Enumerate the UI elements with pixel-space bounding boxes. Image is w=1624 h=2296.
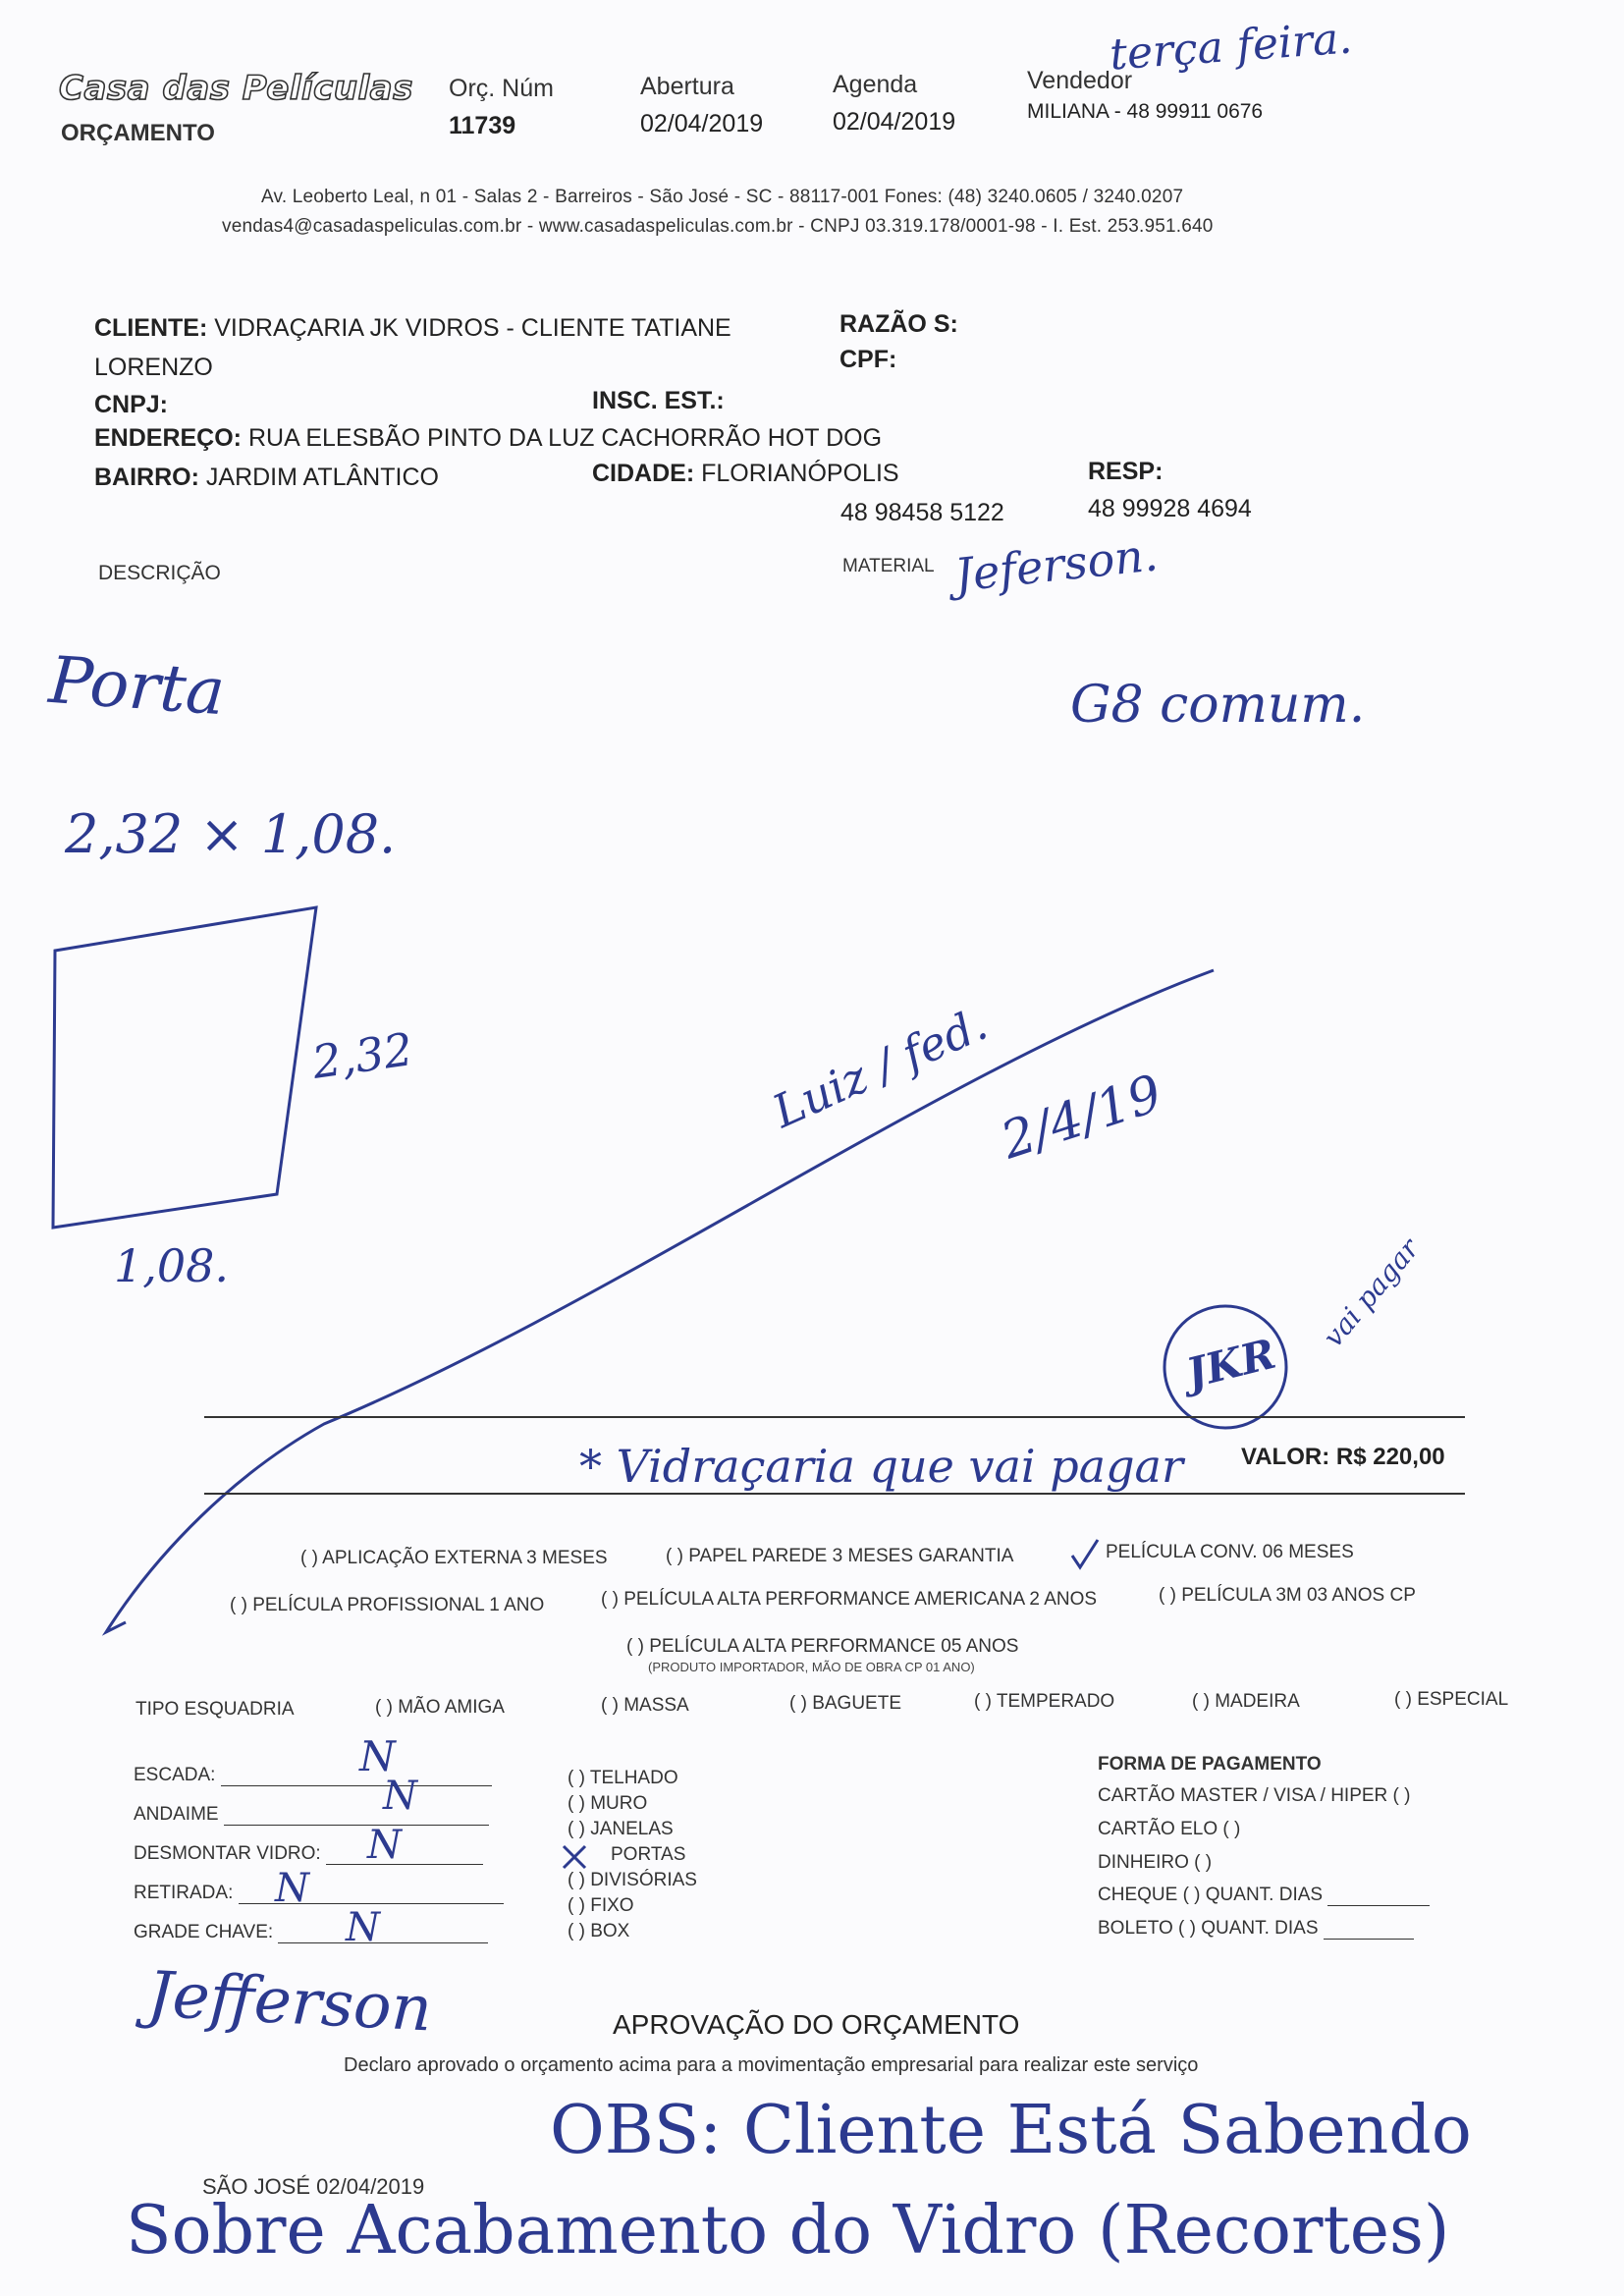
brand-logo: Casa das Películas: [59, 69, 413, 108]
orc-number: 11739: [449, 112, 516, 139]
esq-temperado[interactable]: ( ) TEMPERADO: [974, 1691, 1115, 1712]
svc-desmontar-line: [326, 1842, 483, 1865]
cliente-label: CLIENTE:: [94, 314, 208, 342]
svc-retirada-label: RETIRADA:: [134, 1883, 234, 1903]
obs-line-2: Sobre Acabamento do Vidro (Recortes): [126, 2192, 1450, 2269]
svc-escada: [134, 1764, 492, 1786]
pay-cheque-label: CHEQUE ( ) QUANT. DIAS: [1098, 1885, 1324, 1905]
obs-line-1: OBS: Cliente Está Sabendo: [550, 2092, 1472, 2169]
esq-baguete[interactable]: ( ) BAGUETE: [789, 1693, 902, 1714]
stamp-jkr: JKR: [1181, 1329, 1280, 1398]
bairro-label: BAIRRO:: [94, 464, 199, 491]
loc-fixo[interactable]: ( ) FIXO: [568, 1895, 634, 1916]
cnpj-label: CNPJ:: [94, 391, 169, 418]
approval-title: APROVAÇÃO DO ORÇAMENTO: [613, 2009, 1020, 2040]
pay-cheque-line: [1327, 1884, 1430, 1906]
loc-box[interactable]: ( ) BOX: [568, 1921, 630, 1941]
orc-label: Orç. Núm: [449, 75, 554, 102]
svc-desmontar: [134, 1842, 483, 1865]
svc-escada-line: [221, 1764, 492, 1786]
svc-retirada-mark: N: [275, 1866, 309, 1911]
hand-diagonal-name: Luiz / fed.: [765, 997, 996, 1138]
esq-massa[interactable]: ( ) MASSA: [601, 1695, 689, 1716]
approval-text: Declaro aprovado o orçamento acima para a movimentação empresarial para realizar este serviço: [344, 2054, 1199, 2076]
svc-retirada: [134, 1882, 504, 1904]
check-portas: [564, 1846, 585, 1868]
loc-janelas[interactable]: ( ) JANELAS: [568, 1819, 674, 1839]
opt-pelicula-alta-performance[interactable]: ( ) PELÍCULA ALTA PERFORMANCE 05 ANOS: [626, 1636, 1019, 1657]
cliente-value: VIDRAÇARIA JK VIDROS - CLIENTE TATIANE: [214, 314, 731, 342]
cidade-label: CIDADE:: [592, 460, 695, 487]
vendedor-value: MILIANA - 48 99911 0676: [1027, 100, 1264, 123]
opt-pelicula-3m[interactable]: ( ) PELÍCULA 3M 03 ANOS CP: [1159, 1585, 1416, 1606]
svc-desmontar-label: DESMONTAR VIDRO:: [134, 1843, 321, 1864]
pay-boleto[interactable]: [1098, 1917, 1414, 1940]
diagonal-strike: [106, 970, 1214, 1632]
cpf-label: CPF:: [839, 346, 897, 373]
valor-total: VALOR: R$ 220,00: [1241, 1444, 1445, 1470]
pay-cartao-master[interactable]: CARTÃO MASTER / VISA / HIPER ( ): [1098, 1785, 1411, 1806]
hand-g8-comum: G8 comum.: [1070, 676, 1366, 735]
opt-pelicula-profissional[interactable]: ( ) PELÍCULA PROFISSIONAL 1 ANO: [230, 1595, 545, 1615]
svc-escada-mark: N: [359, 1732, 396, 1780]
material-label: MATERIAL: [842, 556, 935, 576]
esq-madeira[interactable]: ( ) MADEIRA: [1192, 1691, 1300, 1712]
doc-type: ORÇAMENTO: [61, 120, 215, 146]
opt-pelicula-conv[interactable]: PELÍCULA CONV. 06 MESES: [1106, 1542, 1354, 1562]
svc-andaime-mark: N: [383, 1774, 417, 1819]
razao-label: RAZÃO S:: [839, 310, 958, 338]
endereco-value: RUA ELESBÃO PINTO DA LUZ CACHORRÃO HOT DOG: [247, 424, 883, 452]
svc-grade-chave-label: GRADE CHAVE:: [134, 1922, 274, 1942]
loc-portas[interactable]: PORTAS: [611, 1844, 686, 1865]
door-sketch: [53, 907, 316, 1228]
loc-telhado[interactable]: ( ) TELHADO: [568, 1768, 678, 1788]
abertura-label: Abertura: [640, 73, 734, 100]
vendedor-label: Vendedor: [1027, 67, 1133, 94]
opt-papel-parede[interactable]: ( ) PAPEL PAREDE 3 MESES GARANTIA: [666, 1546, 1014, 1566]
company-address: Av. Leoberto Leal, n 01 - Salas 2 - Barreiros - São José - SC - 88117-001 Fones: (48) 3240.0605 / 3240.0207: [261, 187, 1184, 207]
company-contact: vendas4@casadaspeliculas.com.br - www.casadaspeliculas.com.br - CNPJ 03.319.178/0001-98 - I. Est. 253.951.640: [222, 216, 1214, 237]
payment-title: FORMA DE PAGAMENTO: [1098, 1754, 1322, 1775]
opt-pelicula-americana[interactable]: ( ) PELÍCULA ALTA PERFORMANCE AMERICANA 2 ANOS: [601, 1589, 1098, 1610]
cidade-value: FLORIANÓPOLIS: [701, 460, 899, 487]
place-date: SÃO JOSÉ 02/04/2019: [202, 2174, 425, 2199]
loc-divisorias[interactable]: ( ) DIVISÓRIAS: [568, 1870, 697, 1890]
check-pelicula-conv: [1072, 1540, 1098, 1567]
svc-grade-chave: [134, 1921, 488, 1943]
hand-vai-pagar: vai pagar: [1317, 1231, 1426, 1354]
opt-pelicula-note: (PRODUTO IMPORTADOR, MÃO DE OBRA CP 01 ANO): [648, 1660, 975, 1674]
agenda-date: 02/04/2019: [833, 108, 956, 136]
hand-pay-note: * Vidraçaria que vai pagar: [579, 1440, 1183, 1493]
pay-boleto-line: [1324, 1917, 1414, 1940]
agenda-label: Agenda: [833, 71, 918, 98]
esquadria-label: TIPO ESQUADRIA: [135, 1699, 295, 1720]
insc-label: INSC. EST.:: [592, 387, 725, 414]
pay-cheque[interactable]: [1098, 1884, 1430, 1906]
abertura-date: 02/04/2019: [640, 110, 764, 137]
bairro-value: JARDIM ATLÂNTICO: [205, 464, 439, 491]
svc-grade-chave-line: [278, 1921, 488, 1943]
pay-cartao-elo[interactable]: CARTÃO ELO ( ): [1098, 1819, 1241, 1839]
phone-2: 48 99928 4694: [1088, 495, 1252, 522]
pay-boleto-label: BOLETO ( ) QUANT. DIAS: [1098, 1918, 1319, 1939]
cliente-value2: LORENZO: [94, 354, 213, 381]
svc-andaime: [134, 1803, 489, 1826]
esq-especial[interactable]: ( ) ESPECIAL: [1394, 1689, 1509, 1710]
resp-label: RESP:: [1088, 458, 1164, 485]
opt-aplicacao-externa[interactable]: ( ) APLICAÇÃO EXTERNA 3 MESES: [300, 1548, 608, 1568]
endereco-label: ENDEREÇO:: [94, 424, 243, 452]
svc-andaime-label: ANDAIME: [134, 1804, 219, 1825]
pay-dinheiro[interactable]: DINHEIRO ( ): [1098, 1852, 1213, 1873]
valor-top-line: [204, 1416, 1465, 1418]
svc-grade-chave-mark: N: [346, 1905, 380, 1950]
material-handwriting: Jeferson.: [951, 527, 1161, 602]
loc-muro[interactable]: ( ) MURO: [568, 1793, 648, 1814]
handwritten-day: terça feira.: [1108, 13, 1354, 81]
hand-dimensions: 2,32 × 1,08.: [65, 803, 397, 865]
svc-escada-label: ESCADA:: [134, 1765, 216, 1785]
phone-1: 48 98458 5122: [840, 499, 1004, 526]
signature: Jefferson: [145, 1958, 434, 2047]
hand-porta: Porta: [46, 641, 228, 731]
hand-width: 1,08.: [114, 1239, 230, 1292]
esq-mao-amiga[interactable]: ( ) MÃO AMIGA: [375, 1697, 505, 1718]
svc-desmontar-mark: N: [367, 1823, 402, 1868]
svc-andaime-line: [224, 1803, 489, 1826]
descricao-label: DESCRIÇÃO: [98, 562, 221, 584]
hand-height: 2,32: [308, 1022, 416, 1089]
valor-bottom-line: [204, 1493, 1465, 1495]
hand-diagonal-date: 2/4/19: [994, 1064, 1169, 1172]
